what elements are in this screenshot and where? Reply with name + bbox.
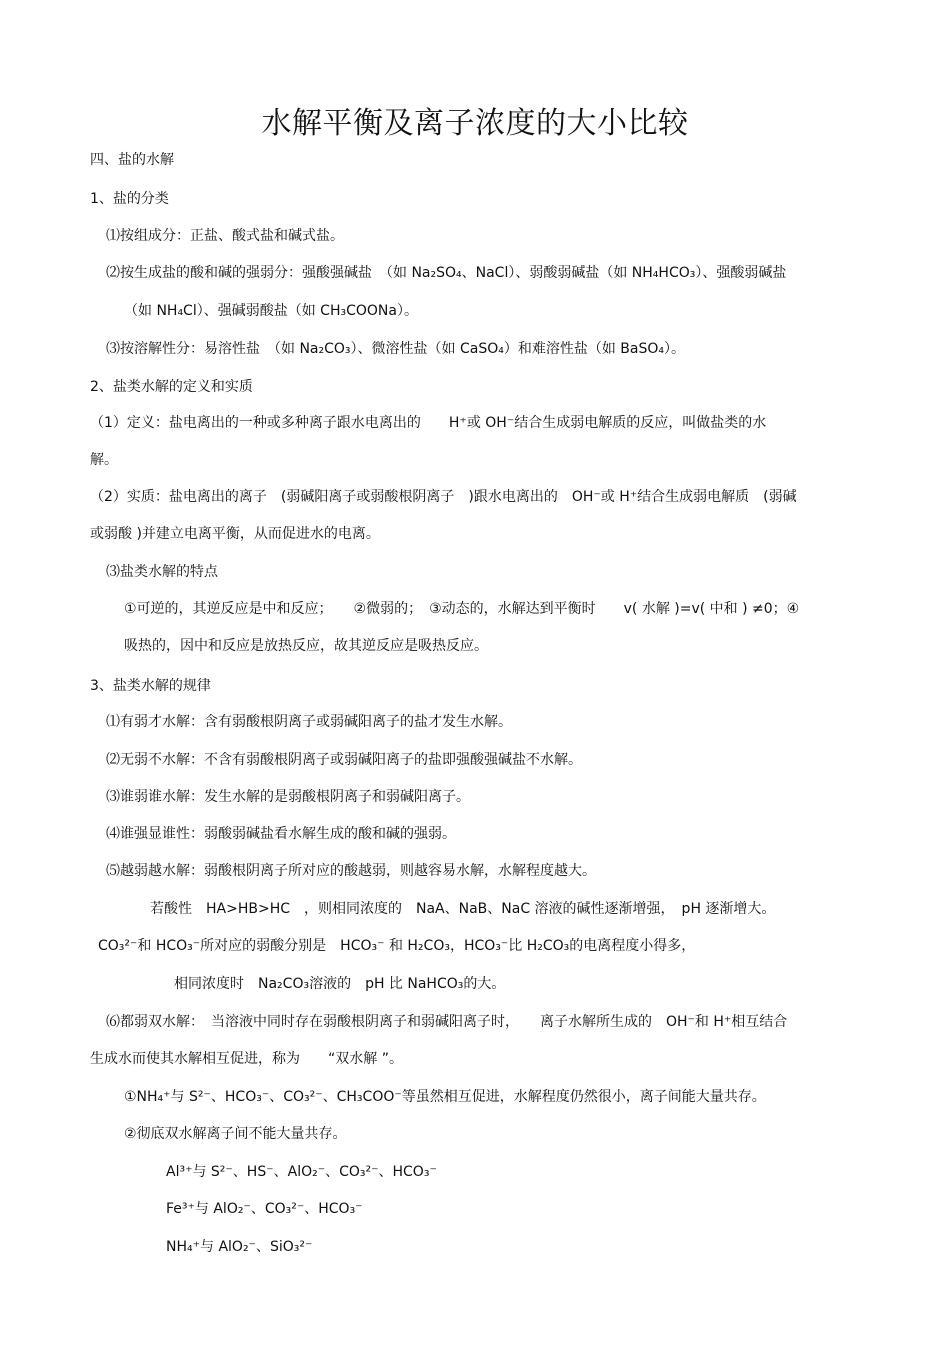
paragraph-line: ⑵按生成盐的酸和碱的强弱分：强酸强碱盐 （如 Na₂SO₄、NaCl）、弱酸弱碱盐（如 NH₄HCO₃）、强酸弱碱盐 xyxy=(106,265,787,281)
paragraph-line: ⑸越弱越水解：弱酸根阴离子所对应的酸越弱，则越容易水解，水解程度越大。 xyxy=(106,863,596,879)
paragraph-line: 吸热的，因中和反应是放热反应，故其逆反应是吸热反应。 xyxy=(124,638,488,654)
section-heading: 四、盐的水解 xyxy=(90,152,174,168)
paragraph-line: 相同浓度时 Na₂CO₃溶液的 pH 比 NaHCO₃的大。 xyxy=(174,976,506,992)
paragraph-line: ①NH₄⁺与 S²⁻、HCO₃⁻、CO₃²⁻、CH₃COO⁻等虽然相互促进，水解程度仍然很小，离子间能大量共存。 xyxy=(124,1089,766,1105)
ion-list-line: Fe³⁺与 AlO₂⁻、CO₃²⁻、HCO₃⁻ xyxy=(166,1201,363,1217)
subsection-heading: 2、盐类水解的定义和实质 xyxy=(90,379,253,395)
paragraph-line: 生成水而使其水解相互促进，称为 “双水解 ”。 xyxy=(90,1051,403,1067)
paragraph-line: ⑶谁弱谁水解：发生水解的是弱酸根阴离子和弱碱阳离子。 xyxy=(106,789,470,805)
paragraph-line: 或弱酸 )并建立电离平衡，从而促进水的电离。 xyxy=(90,526,380,542)
paragraph-line: ⑶按溶解性分：易溶性盐 （如 Na₂CO₃）、微溶性盐（如 CaSO₄）和难溶性盐（如 BaSO₄）。 xyxy=(106,341,685,357)
paragraph-line: ⑹都弱双水解： 当溶液中同时存在弱酸根阴离子和弱碱阳离子时， 离子水解所生成的 OH⁻和 H⁺相互结合 xyxy=(106,1014,788,1030)
paragraph-line: （1）定义：盐电离出的一种或多种离子跟水电离出的 H⁺或 OH⁻结合生成弱电解质的反应，叫做盐类的水 xyxy=(90,415,767,431)
ion-list-line: Al³⁺与 S²⁻、HS⁻、AlO₂⁻、CO₃²⁻、HCO₃⁻ xyxy=(166,1164,437,1180)
paragraph-line: （2）实质：盐电离出的离子 (弱碱阳离子或弱酸根阴离子 )跟水电离出的 OH⁻或 H⁺结合生成弱电解质 (弱碱 xyxy=(90,489,797,505)
subsection-heading: 3、盐类水解的规律 xyxy=(90,678,211,694)
paragraph-line: ②彻底双水解离子间不能大量共存。 xyxy=(124,1126,347,1142)
paragraph-line: ⑴有弱才水解：含有弱酸根阴离子或弱碱阳离子的盐才发生水解。 xyxy=(106,714,512,730)
paragraph-line: CO₃²⁻和 HCO₃⁻所对应的弱酸分别是 HCO₃⁻ 和 H₂CO₃，HCO₃⁻比 H₂CO₃的电离程度小得多， xyxy=(98,938,696,954)
paragraph-line: ⑶盐类水解的特点 xyxy=(106,564,218,580)
document-title: 水解平衡及离子浓度的大小比较 xyxy=(261,106,689,141)
paragraph-line: （如 NH₄Cl）、强碱弱酸盐（如 CH₃COONa）。 xyxy=(124,303,418,319)
paragraph-line: ⑴按组成分：正盐、酸式盐和碱式盐。 xyxy=(106,228,344,244)
subsection-heading: 1、盐的分类 xyxy=(90,191,169,207)
paragraph-line: ⑵无弱不水解：不含有弱酸根阴离子或弱碱阳离子的盐即强酸强碱盐不水解。 xyxy=(106,752,582,768)
paragraph-line: 若酸性 HA>HB>HC ，则相同浓度的 NaA、NaB、NaC 溶液的碱性逐渐增强， pH 逐渐增大。 xyxy=(150,901,776,917)
ion-list-line: NH₄⁺与 AlO₂⁻、SiO₃²⁻ xyxy=(166,1239,313,1255)
paragraph-line: 解。 xyxy=(90,452,118,468)
paragraph-line: ⑷谁强显谁性：弱酸弱碱盐看水解生成的酸和碱的强弱。 xyxy=(106,826,456,842)
paragraph-line: ①可逆的，其逆反应是中和反应； ②微弱的； ③动态的，水解达到平衡时 v( 水解 )=v( 中和 ) ≠0；④ xyxy=(124,601,800,617)
